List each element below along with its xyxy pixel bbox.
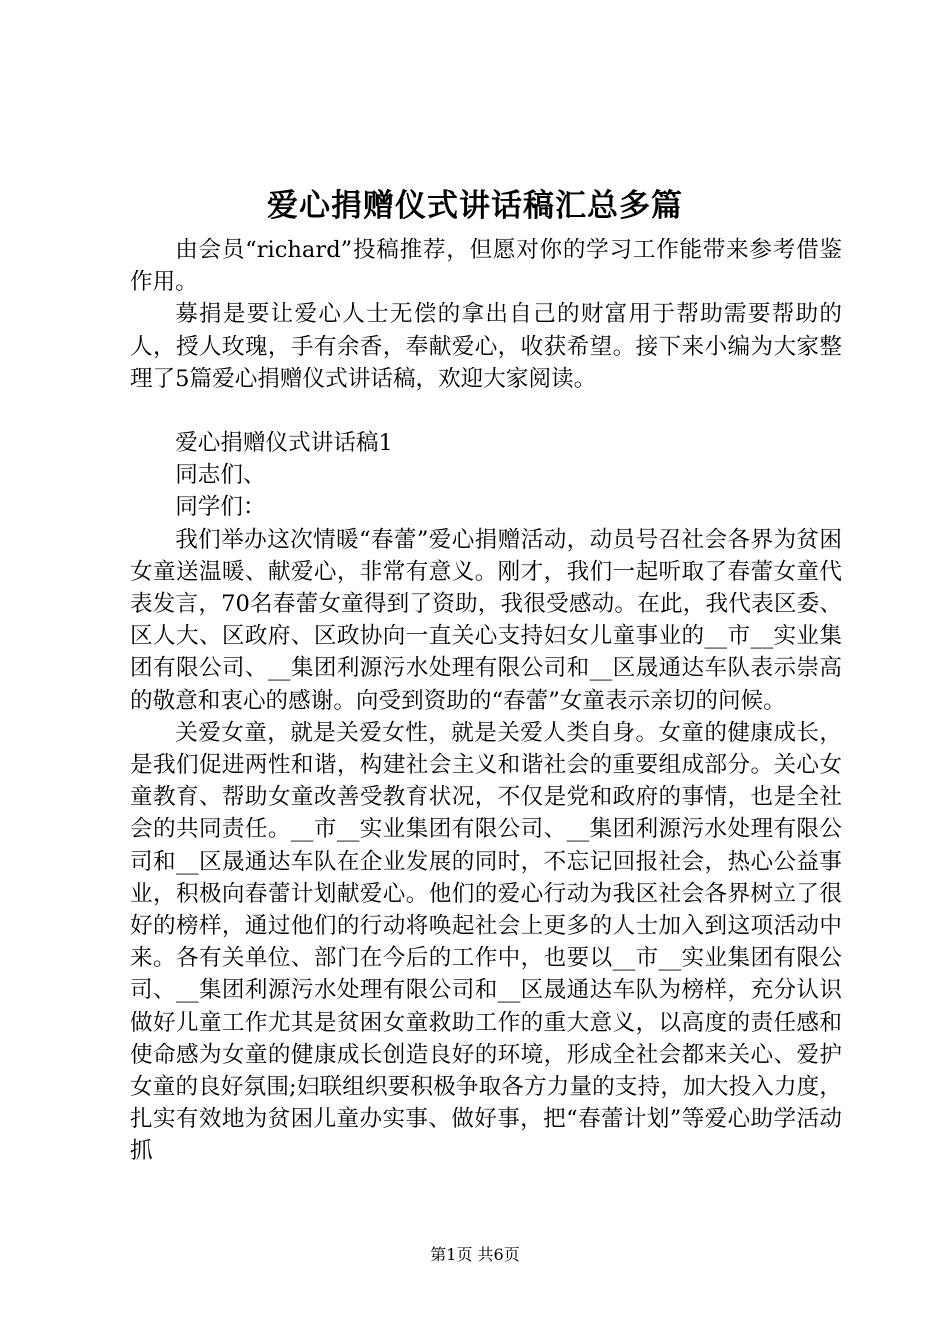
greeting-line: 同学们： — [175, 494, 266, 521]
body-paragraph: 关爱女童，就是关爱女性，就是关爱人类自身。女童的健康成长，是我们促进两性和谐，构建社会主义和谐社会的重要组成部分。关心女童教育、帮助女童改善受教育状况，不仅是党和政府的事情，也是全社会的共同责任。__市__实业集团有限公司、__集团利源污水处理有限公司和__区晟通达车队在企业发展的同时，不忘记回报社会，热心公益事业，积极向春蕾计划献爱心。他们的爱心行动为我区社会各界树立了很好的榜样，通过他们的行动将唤起社会上更多的人士加入到这项活动中来。各有关单位、部门在今后的工作中，也要以__市__实业集团有限公司、__集团利源污水处理有限公司和__区晟通达车队为榜样，充分认识做好儿童工作尤其是贫困女童救助工作的重大意义，以高度的责任感和使命感为女童的健康成长创造良好的环境，形成全社会都来关心、爱护女童的良好氛围;妇联组织要积极争取各方力量的支持，加大投入力度，扎实有效地为贫困儿童办实事、做好事，把“春蕾计划”等爱心助学活动抓 — [130, 719, 842, 1165]
document-title: 爱心捐赠仪式讲话稿汇总多篇 — [267, 188, 683, 224]
document-body — [130, 234, 842, 1168]
intro-paragraph: 由会员“richard”投稿推荐，但愿对你的学习工作能带来参考借鉴作用。 — [130, 237, 842, 296]
intro-paragraph: 募捐是要让爱心人士无偿的拿出自己的财富用于帮助需要帮助的人，授人玫瑰，手有余香，奉献爱心，收获希望。接下来小编为大家整理了5篇爱心捐赠仪式讲话稿，欢迎大家阅读。 — [130, 301, 842, 392]
section-heading: 爱心捐赠仪式讲话稿1 — [175, 430, 393, 457]
body-paragraph: 我们举办这次情暖“春蕾”爱心捐赠活动，动员号召社会各界为贫困女童送温暖、献爱心，非常有意义。刚才，我们一起听取了春蕾女童代表发言，70名春蕾女童得到了资助，我很受感动。在此，我代表区委、区人大、区政府、区政协向一直关心支持妇女儿童事业的__市__实业集团有限公司、__集团利源污水处理有限公司和__区晟通达车队表示崇高的敬意和衷心的感谢。向受到资助的“春蕾”女童表示亲切的问候。 — [130, 526, 842, 714]
greeting-line: 同志们、 — [175, 462, 266, 489]
paragraph-spacer — [130, 395, 842, 427]
page-number-footer: 第1页 共6页 — [430, 1245, 520, 1264]
